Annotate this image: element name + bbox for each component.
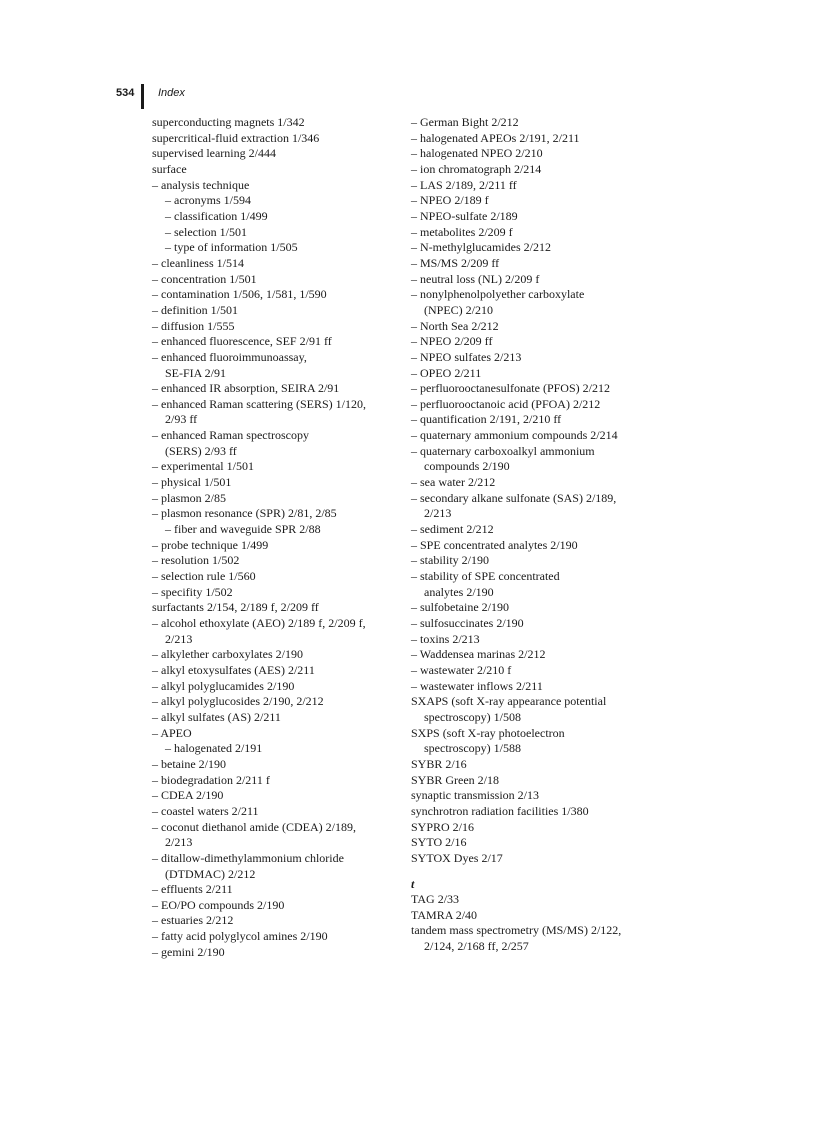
index-entry: – perfluorooctanoic acid (PFOA) 2/212 — [411, 396, 601, 411]
index-entry: – stability of SPE concentrated — [411, 569, 560, 584]
index-entry: – metabolites 2/209 f — [411, 224, 513, 239]
index-entry: surface — [152, 161, 187, 176]
index-entry: – SPE concentrated analytes 2/190 — [411, 537, 578, 552]
index-entry: – OPEO 2/211 — [411, 365, 482, 380]
index-entry: SYBR 2/16 — [411, 756, 467, 771]
index-entry: – cleanliness 1/514 — [152, 255, 244, 270]
index-entry: – experimental 1/501 — [152, 459, 254, 474]
index-entry: – sediment 2/212 — [411, 522, 494, 537]
index-entry: SYTOX Dyes 2/17 — [411, 850, 503, 865]
index-subentry: – halogenated 2/191 — [165, 741, 263, 756]
index-entry: – quaternary ammonium compounds 2/214 — [411, 428, 618, 443]
index-entry: – Waddensea marinas 2/212 — [411, 647, 546, 662]
index-entry: – secondary alkane sulfonate (SAS) 2/189, — [411, 490, 617, 505]
index-entry: – APEO — [152, 725, 192, 740]
index-subentry: 2/93 ff — [165, 412, 198, 427]
index-entry: – resolution 1/502 — [152, 553, 240, 568]
index-subentry: – classification 1/499 — [165, 208, 268, 223]
index-entry: – enhanced IR absorption, SEIRA 2/91 — [152, 381, 340, 396]
index-subentry: 2/124, 2/168 ff, 2/257 — [424, 939, 529, 954]
index-entry: – estuaries 2/212 — [152, 913, 234, 928]
index-entry: superconducting magnets 1/342 — [152, 115, 305, 129]
letter-section-entries — [411, 892, 673, 955]
index-entry: – alkyl etoxysulfates (AES) 2/211 — [152, 662, 315, 677]
index-subentry: (DTDMAC) 2/212 — [165, 866, 256, 881]
index-subentry: compounds 2/190 — [424, 459, 510, 474]
index-entry: – alkyl polyglucamides 2/190 — [152, 678, 295, 693]
index-entry: – NPEO-sulfate 2/189 — [411, 208, 518, 223]
index-column-right — [411, 115, 673, 955]
index-entry: – concentration 1/501 — [152, 271, 257, 286]
index-subentry: – selection 1/501 — [165, 224, 247, 239]
index-entry: – diffusion 1/555 — [152, 318, 235, 333]
index-column-right-entries — [411, 115, 673, 867]
letter-heading: t — [411, 876, 415, 891]
index-entry: TAG 2/33 — [411, 892, 460, 907]
index-entry: – halogenated APEOs 2/191, 2/211 — [411, 130, 580, 145]
index-entry: synaptic transmission 2/13 — [411, 788, 539, 803]
index-entry: – analysis technique — [152, 177, 250, 192]
index-entry: SXAPS (soft X-ray appearance potential — [411, 694, 607, 709]
index-entry: SYBR Green 2/18 — [411, 772, 499, 787]
index-entry: – sea water 2/212 — [411, 475, 496, 490]
index-entry: – nonylphenolpolyether carboxylate — [411, 287, 585, 302]
index-entry: supercritical-fluid extraction 1/346 — [152, 130, 320, 145]
index-entry: – coastel waters 2/211 — [152, 803, 259, 818]
index-entry: – plasmon 2/85 — [152, 490, 226, 505]
index-entry: – alkyl polyglucosides 2/190, 2/212 — [152, 694, 324, 709]
index-subentry: – fiber and waveguide SPR 2/88 — [165, 522, 321, 537]
index-entry: – specifity 1/502 — [152, 584, 233, 599]
index-entry: – N-methylglucamides 2/212 — [411, 240, 551, 255]
index-entry: – enhanced Raman spectroscopy — [152, 428, 309, 443]
index-entry: – quaternary carboxoalkyl ammonium — [411, 443, 595, 458]
index-subentry: 2/213 — [165, 631, 193, 646]
index-entry: SXPS (soft X-ray photoelectron — [411, 725, 565, 740]
index-entry: surfactants 2/154, 2/189 f, 2/209 ff — [152, 600, 319, 615]
index-subentry: – acronyms 1/594 — [165, 193, 251, 208]
page-header — [0, 84, 816, 110]
index-entry: – fatty acid polyglycol amines 2/190 — [152, 929, 328, 944]
index-entry: TAMRA 2/40 — [411, 907, 478, 922]
index-entry: – selection rule 1/560 — [152, 569, 256, 584]
index-entry: – effluents 2/211 — [152, 882, 233, 897]
index-entry: – physical 1/501 — [152, 475, 232, 490]
index-entry: – MS/MS 2/209 ff — [411, 255, 500, 270]
index-entry: – NPEO 2/189 f — [411, 193, 489, 208]
index-entry: SYPRO 2/16 — [411, 819, 475, 834]
index-entry: – enhanced Raman scattering (SERS) 1/120, — [152, 396, 366, 411]
index-entry: – stability 2/190 — [411, 553, 489, 568]
index-entry: – NPEO sulfates 2/213 — [411, 349, 522, 364]
index-entry: supervised learning 2/444 — [152, 146, 276, 161]
index-entry: – toxins 2/213 — [411, 631, 480, 646]
index-subentry: analytes 2/190 — [424, 584, 494, 599]
index-entry: – NPEO 2/209 ff — [411, 334, 493, 349]
index-entry: – plasmon resonance (SPR) 2/81, 2/85 — [152, 506, 337, 521]
index-entry: synchrotron radiation facilities 1/380 — [411, 803, 589, 818]
index-entry: – CDEA 2/190 — [152, 788, 224, 803]
index-entry: – biodegradation 2/211 f — [152, 772, 270, 787]
index-entry: – quantification 2/191, 2/210 ff — [411, 412, 562, 427]
index-entry: – coconut diethanol amide (CDEA) 2/189, — [152, 819, 356, 834]
index-subentry: 2/213 — [424, 506, 452, 521]
index-entry: – sulfobetaine 2/190 — [411, 600, 509, 615]
index-entry: – enhanced fluorescence, SEF 2/91 ff — [152, 334, 332, 349]
index-entry: – alcohol ethoxylate (AEO) 2/189 f, 2/209 f, — [152, 616, 366, 630]
index-entry: – neutral loss (NL) 2/209 f — [411, 271, 540, 286]
index-entry: – ditallow-dimethylammonium chloride — [152, 850, 344, 865]
index-entry: – North Sea 2/212 — [411, 318, 499, 333]
index-subentry: (SERS) 2/93 ff — [165, 443, 237, 458]
index-entry: – enhanced fluoroimmunoassay, — [152, 349, 307, 364]
index-entry: – German Bight 2/212 — [411, 115, 519, 129]
index-entry: – probe technique 1/499 — [152, 537, 269, 552]
index-entry: – halogenated NPEO 2/210 — [411, 146, 543, 161]
header-rule — [141, 84, 144, 109]
index-entry: – contamination 1/506, 1/581, 1/590 — [152, 287, 327, 302]
running-title: Index — [158, 87, 185, 99]
index-entry: – alkylether carboxylates 2/190 — [152, 647, 303, 662]
index-entry: – perfluorooctanesulfonate (PFOS) 2/212 — [411, 381, 610, 396]
index-subentry: – type of information 1/505 — [165, 240, 298, 255]
index-entry: SYTO 2/16 — [411, 835, 467, 850]
index-entry: – ion chromatograph 2/214 — [411, 161, 542, 176]
index-subentry: 2/213 — [165, 835, 193, 850]
index-entry: – wastewater 2/210 f — [411, 662, 512, 677]
index-entry: – betaine 2/190 — [152, 756, 226, 771]
index-entry: – EO/PO compounds 2/190 — [152, 897, 285, 912]
index-subentry: (NPEC) 2/210 — [424, 302, 493, 317]
index-subentry: SE-FIA 2/91 — [165, 365, 227, 380]
index-entry: – definition 1/501 — [152, 302, 238, 317]
index-subentry: spectroscopy) 1/508 — [424, 709, 521, 724]
index-entry: – sulfosuccinates 2/190 — [411, 616, 524, 630]
index-column-left — [152, 115, 402, 960]
index-entry: – gemini 2/190 — [152, 944, 225, 959]
index-entry: – alkyl sulfates (AS) 2/211 — [152, 709, 281, 724]
index-entry: tandem mass spectrometry (MS/MS) 2/122, — [411, 923, 622, 938]
index-entry: – wastewater inflows 2/211 — [411, 678, 543, 693]
page-number: 534 — [116, 87, 135, 99]
index-subentry: spectroscopy) 1/588 — [424, 741, 521, 756]
index-entry: – LAS 2/189, 2/211 ff — [411, 177, 517, 192]
